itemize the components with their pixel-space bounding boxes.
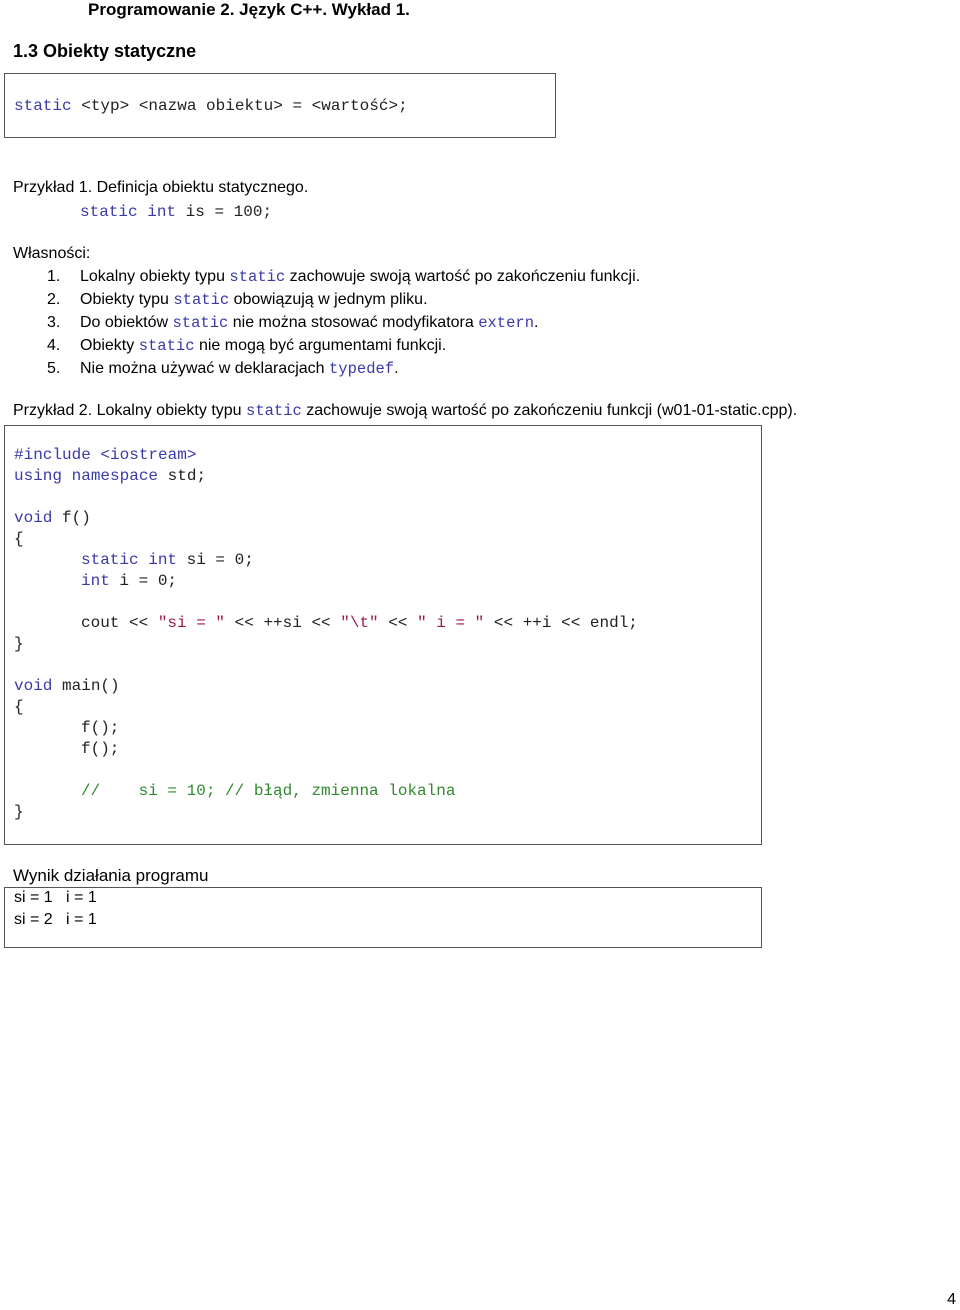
code-line: } — [14, 803, 24, 821]
section-title: 1.3 Obiekty statyczne — [13, 41, 197, 61]
code-line: void f() — [14, 509, 91, 527]
syntax-rest: <typ> <nazwa obiektu> = <wartość>; — [71, 97, 408, 115]
property-item: 3. Do obiektów static nie można stosować modyfikatora extern. — [47, 314, 539, 332]
output-line: si = 2 i = 1 — [14, 911, 97, 928]
property-item: 4. Obiekty static nie mogą być argumentami funkcji. — [47, 337, 447, 355]
example1-rest: is = 100; — [176, 203, 273, 221]
code-line: void main() — [14, 677, 120, 695]
code-line: using namespace std; — [14, 467, 207, 485]
code-line: { — [14, 698, 24, 716]
code-line: } — [14, 635, 24, 653]
code-listing — [4, 425, 762, 845]
output-line: si = 1 i = 1 — [14, 889, 97, 906]
example1-keyword-int: int — [147, 203, 177, 221]
example1-keyword-static: static — [80, 203, 138, 221]
property-item: 2. Obiekty typu static obowiązują w jednym pliku. — [47, 291, 428, 309]
example1-label: Przykład 1. Definicja obiektu statycznego. — [13, 179, 309, 196]
syntax-line — [14, 97, 408, 115]
code-line: cout << "si = " << ++si << "\t" << " i = " << ++i << endl; — [81, 614, 638, 632]
code-line: { — [14, 530, 24, 548]
code-line: static int si = 0; — [81, 551, 254, 569]
example2-label: Przykład 2. Lokalny obiekty typu static zachowuje swoją wartość po zakończeniu funkcji (w01-01-static.cpp). — [13, 402, 798, 420]
code-line: f(); — [81, 740, 120, 758]
page-number: 4 — [947, 1291, 956, 1308]
output-box — [4, 887, 762, 948]
code-comment: // si = 10; // błąd, zmienna lokalna — [81, 782, 456, 800]
document-header: Programowanie 2. Język C++. Wykład 1. — [88, 0, 410, 19]
syntax-box — [4, 73, 556, 138]
example1-code — [80, 203, 272, 221]
code-line: f(); — [81, 719, 120, 737]
properties-label: Własności: — [13, 245, 91, 262]
property-item: 1. Lokalny obiekty typu static zachowuje swoją wartość po zakończeniu funkcji. — [47, 268, 641, 286]
code-line: int i = 0; — [81, 572, 178, 590]
syntax-keyword: static — [14, 97, 72, 115]
code-line: #include <iostream> — [14, 446, 197, 464]
property-item: 5. Nie można używać w deklaracjach typedef. — [47, 360, 399, 378]
output-label: Wynik działania programu — [13, 866, 209, 885]
